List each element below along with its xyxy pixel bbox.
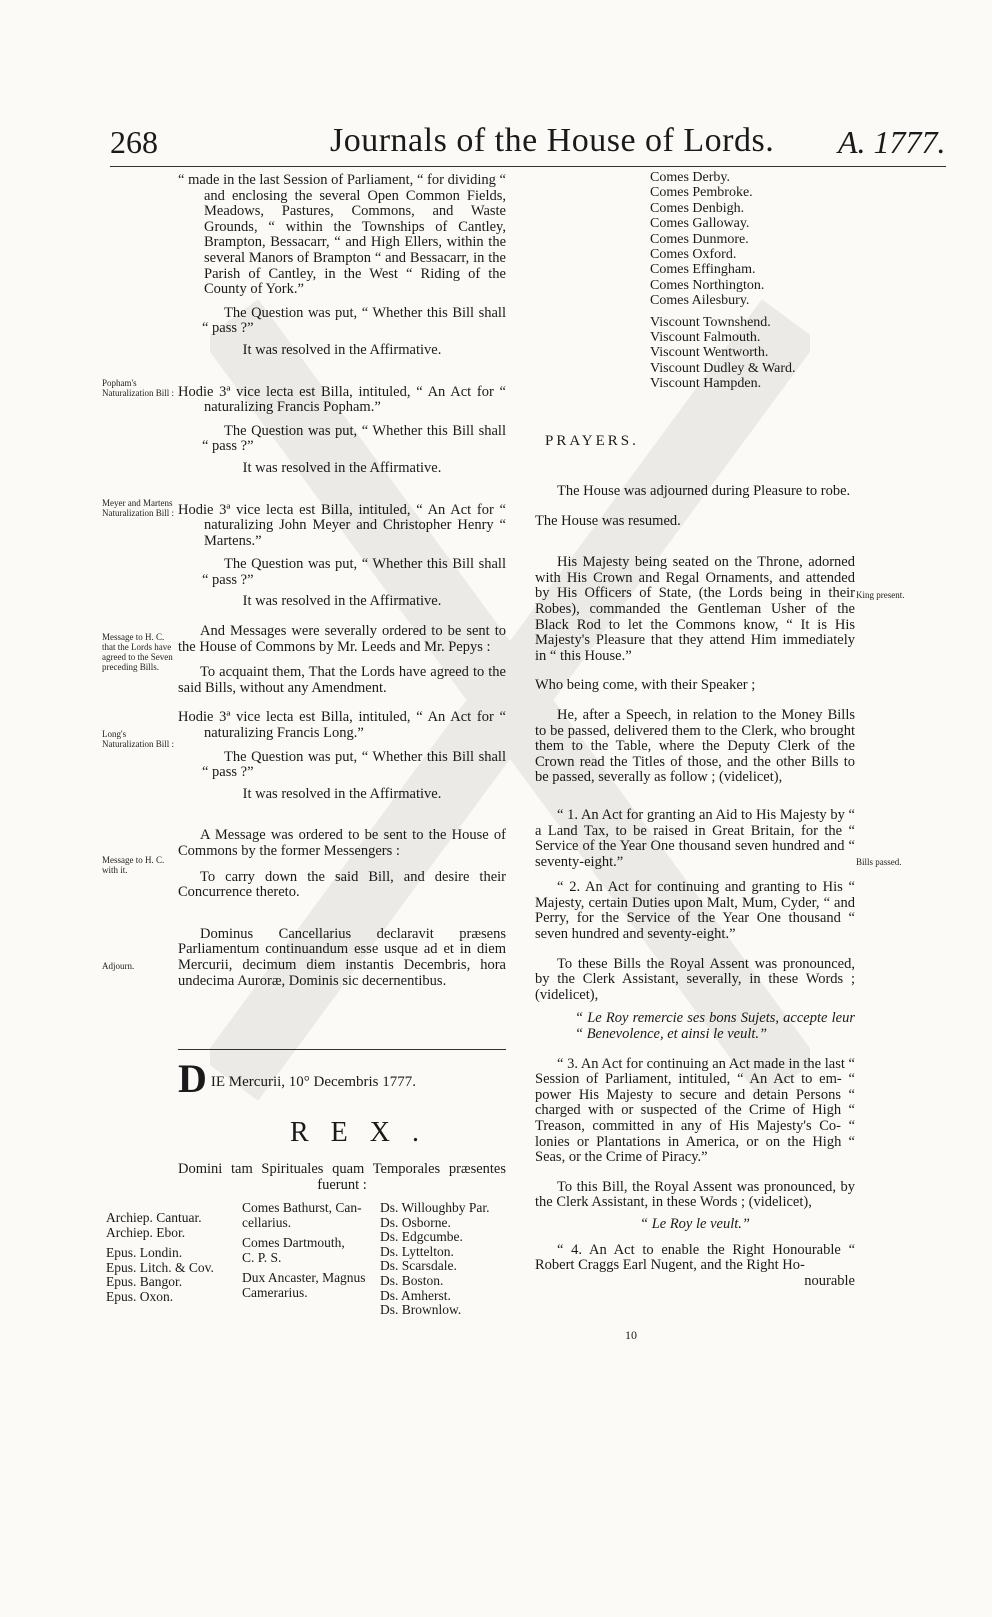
attendee: Ds. Edgcumbe.	[380, 1229, 463, 1245]
attendee: Comes Bathurst, Can-	[242, 1200, 362, 1215]
attendance-officers	[242, 1201, 366, 1301]
margin-note-message-with: Message to H. C. with it.	[102, 855, 165, 875]
messages-ordered: And Messages were severally ordered to be sent to the House of Commons by Mr. Leeds and Mr. Pepys :	[178, 623, 506, 655]
attendee: Ds. Osborne.	[380, 1214, 451, 1230]
adjournment-text: Dominus Cancellarius declaravit præsens Parliamentum continuandum esse usque ad et in diem Mercurii, decimum diem instantis Decembris, hora undecima Auroræ, Dominis sic decernentibus.	[178, 925, 506, 989]
attendee: Ds. Boston.	[380, 1272, 444, 1288]
drop-cap: D	[178, 1056, 207, 1101]
resolution-2: It was resolved in the Affirmative.	[242, 459, 442, 476]
attendee: Comes Dartmouth,	[242, 1235, 345, 1251]
question-2: The Question was put, “ Whether this Bill shall “ pass ?”	[202, 422, 506, 455]
question-4: The Question was put, “ Whether this Bill shall “ pass ?”	[202, 748, 506, 781]
lord-entry: Comes Northington.	[650, 277, 765, 293]
page-title: Journals of the House of Lords.	[330, 122, 775, 159]
who-being-come: Who being come, with their Speaker ;	[535, 677, 756, 694]
act-1: “ 1. An Act for granting an Aid to His Majesty by “ a Land Tax, to be raised in Great Britain, for the “ Service of the Year One thousand seven hundred and “ seventy-eight.”	[535, 806, 855, 870]
attendee: C. P. S.	[242, 1249, 282, 1265]
session-date	[178, 1056, 416, 1101]
royal-assent-1: To these Bills the Royal Assent was pronounced, by the Clerk Assistant, severally, in these Words ; (videlicet),	[535, 955, 855, 1003]
resolution-4: It was resolved in the Affirmative.	[242, 785, 442, 802]
attendee: Epus. Litch. & Cov.	[106, 1259, 214, 1275]
question-1: The Question was put, “ Whether this Bill shall “ pass ?”	[202, 304, 506, 337]
attendee: Epus. Oxon.	[106, 1288, 174, 1304]
attendee: Epus. Londin.	[106, 1245, 183, 1261]
attendee: Ds. Amherst.	[380, 1287, 451, 1303]
margin-note-adjourn: Adjourn.	[102, 961, 135, 971]
assent-formula-1: “ Le Roy remercie ses bons Sujets, accepte leur “ Benevolence, et ainsi le veult.”	[575, 1010, 855, 1043]
attendee: cellarius.	[242, 1214, 292, 1230]
acquaint-text: To acquaint them, That the Lords have agreed to the said Bills, without any Amendment.	[178, 664, 506, 696]
lord-entry: Viscount Falmouth.	[650, 330, 761, 346]
message-ordered: A Message was ordered to be sent to the House of Commons by the former Messengers :	[178, 827, 506, 859]
resolution-1: It was resolved in the Affirmative.	[242, 341, 442, 358]
right-column	[535, 484, 855, 1289]
resolution-3: It was resolved in the Affirmative.	[242, 593, 442, 610]
margin-note-king: King present.	[856, 590, 905, 600]
domini-present: Domini tam Spirituales quam Temporales præsentes fuerunt :	[178, 1161, 506, 1193]
assent-formula-2: “ Le Roy le veult.”	[640, 1215, 750, 1232]
meyer-bill: Hodie 3ª vice lecta est Billa, intituled, “ An Act for “ naturalizing John Meyer and Christopher Henry “ Martens.”	[178, 501, 506, 549]
rex-heading: REX.	[290, 1117, 441, 1148]
lord-entry: Viscount Wentworth.	[650, 345, 769, 361]
popham-bill: Hodie 3ª vice lecta est Billa, intituled, “ An Act for “ naturalizing Francis Popham.”	[178, 383, 506, 416]
act-4: “ 4. An Act to enable the Right Honourable “ Robert Craggs Earl Nugent, and the Right Ho-	[535, 1241, 855, 1274]
section-rule	[178, 1049, 506, 1050]
act-2: “ 2. An Act for continuing and granting to His “ Majesty, certain Duties upon Malt, Mum, Cyder, “ and Perry, for the Service of the Year One thousand “ seven hundred and seventy-eight.”	[535, 879, 855, 943]
session-date-text: IE Mercurii, 10° Decembris 1777.	[210, 1074, 416, 1090]
signature-mark: 10	[625, 1328, 637, 1342]
speech-text: He, after a Speech, in relation to the Money Bills to be passed, delivered them to the Clerk, who brought them to the Table, where the Deputy Clerk of the Crown read the Titles of those, and the other Bills to be passed, severally as follow ; (videlicet),	[535, 706, 855, 786]
lord-entry: Comes Derby.	[650, 170, 730, 185]
lord-entry: Viscount Dudley & Ward.	[650, 360, 796, 376]
carry-down-text: To carry down the said Bill, and desire their Concurrence thereto.	[178, 868, 506, 901]
margin-note-popham: Popham's Naturalization Bill :	[102, 378, 174, 398]
lord-entry: Viscount Townshend.	[650, 314, 771, 330]
margin-note-message-hc: Message to H. C. that the Lords have agreed to the Seven preceding Bills.	[102, 632, 173, 672]
margin-note-bills: Bills passed.	[856, 857, 902, 867]
lord-entry: Comes Pembroke.	[650, 185, 753, 201]
page-year: A. 1777.	[838, 124, 946, 160]
question-3: The Question was put, “ Whether this Bill shall “ pass ?”	[202, 556, 506, 588]
prayers-heading: PRAYERS.	[545, 433, 639, 449]
attendee: Epus. Bangor.	[106, 1274, 183, 1290]
attendee: Ds. Scarsdale.	[380, 1258, 457, 1274]
act-3: “ 3. An Act for continuing an Act made in the last “ Session of Parliament, intituled, “ An Act to em- “ power His Majesty to secure and detain Persons “ charged with or suspected of the Crime of High “ Treason, committed in any of His Majesty's Co- “ lonies or Plantations in America, or on the High “ Seas, or the Crime of Piracy.”	[535, 1055, 855, 1166]
royal-assent-2: To this Bill, the Royal Assent was pronounced, by the Clerk Assistant, in these Words ; (videlicet),	[535, 1178, 855, 1211]
lord-entry: Viscount Hampden.	[650, 376, 762, 392]
attendee: Ds. Lyttelton.	[380, 1243, 454, 1259]
lord-entry: Comes Ailesbury.	[650, 293, 750, 309]
attendee: Archiep. Ebor.	[106, 1224, 186, 1240]
attendee: Ds. Willoughby Par.	[380, 1200, 490, 1215]
attendee: Dux Ancaster, Magnus	[242, 1270, 366, 1286]
attendee: Camerarius.	[242, 1284, 308, 1300]
bill-text-cantley: “ made in the last Session of Parliament, “ for dividing “ and enclosing the several Open Common Fields, Meadows, Pastures, Commons, and Waste Grounds, “ within the Townships of Cantley, Brampton, Bessacarr, “ and High Ellers, within the several Manors of Brampton “ and Bessacarr, in the Parish of Cantley, in the West “ Riding of the County of York.”	[178, 172, 506, 298]
adjourned-robe: The House was adjourned during Pleasure to robe.	[557, 483, 851, 499]
header-rule	[110, 166, 946, 167]
attendance-barons	[380, 1201, 489, 1318]
long-bill: Hodie 3ª vice lecta est Billa, intituled, “ An Act for “ naturalizing Francis Long.”	[178, 709, 506, 742]
lord-entry: Comes Galloway.	[650, 216, 750, 232]
attendance-bishops	[106, 1211, 214, 1305]
lords-present-list	[650, 170, 796, 392]
attendee: Archiep. Cantuar.	[106, 1210, 202, 1225]
attendee: Ds. Brownlow.	[380, 1302, 462, 1318]
lord-entry: Comes Denbigh.	[650, 200, 745, 216]
lord-entry: Comes Effingham.	[650, 262, 756, 278]
house-resumed: The House was resumed.	[535, 512, 681, 529]
page-number: 268	[110, 124, 158, 160]
margin-note-long: Long's Naturalization Bill :	[102, 729, 174, 749]
majesty-seated: His Majesty being seated on the Throne, adorned with His Crown and Regal Ornaments, and attended by His Officers of State, (the Lords being in their Robes), commanded the Gentleman Usher of the Black Rod to let the Commons know, “ It is His Majesty's Pleasure that they attend Him immediately in “ this House.”	[535, 554, 855, 664]
margin-note-meyer: Meyer and Martens Naturalization Bill :	[102, 498, 174, 518]
lord-entry: Comes Oxford.	[650, 247, 737, 263]
act-4-continued: nourable	[804, 1272, 855, 1289]
lord-entry: Comes Dunmore.	[650, 231, 749, 247]
left-column	[178, 173, 506, 989]
